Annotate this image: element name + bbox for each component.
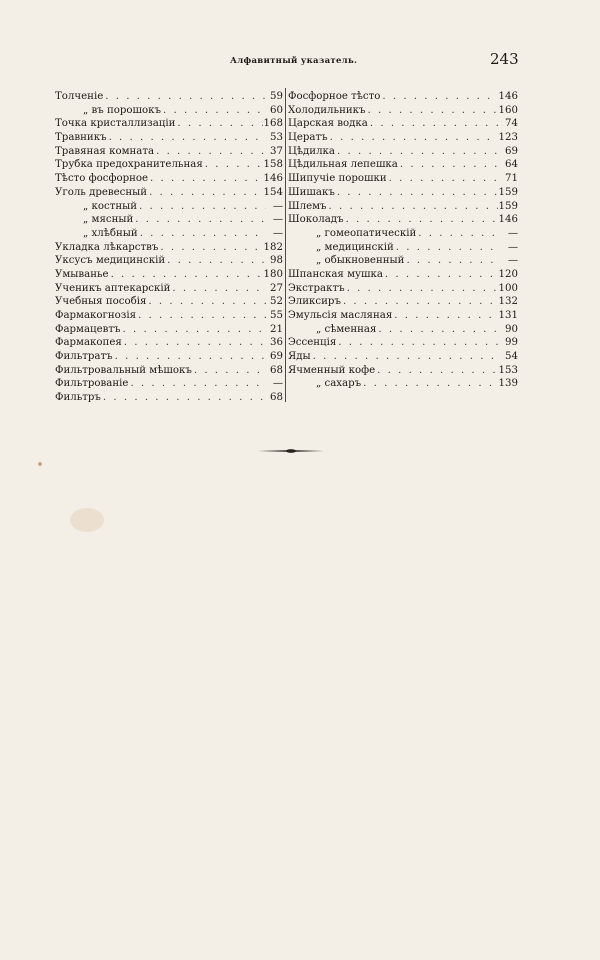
index-entry-label: „ гомеопатическій <box>316 227 417 239</box>
index-entry-label: Экстрактъ <box>288 282 345 294</box>
dot-leader <box>346 213 498 227</box>
index-entry-label: Точка кристаллизаціи <box>55 118 176 130</box>
index-entry-page: 69 <box>270 351 283 363</box>
index-column-left <box>55 90 283 405</box>
index-entry-label: „ костный <box>83 200 138 212</box>
index-entry-page: — <box>507 227 518 239</box>
index-entry <box>288 213 518 227</box>
dot-leader <box>194 364 266 378</box>
dot-leader <box>150 172 263 186</box>
index-entry <box>288 104 518 118</box>
index-entry-page: 55 <box>270 310 283 321</box>
dot-leader <box>103 391 266 405</box>
index-column-right <box>288 90 518 391</box>
index-entry-label: Тѣсто фосфорное <box>55 173 149 185</box>
index-entry-page: — <box>272 227 283 239</box>
index-entry-page: — <box>507 241 518 253</box>
dot-leader <box>138 309 266 323</box>
index-entry <box>288 254 518 268</box>
index-entry-label: Яды <box>288 351 311 363</box>
index-entry-label: Учебныя пособія <box>55 296 147 308</box>
index-entry-label: Цѣдильная лепешка <box>288 159 398 171</box>
index-entry-page: 146 <box>498 91 518 102</box>
index-entry-label: Трубка предохранительная <box>55 159 203 171</box>
index-entry-label: Укладка лѣкарствъ <box>55 241 159 253</box>
dot-leader <box>368 104 498 118</box>
dot-leader <box>394 309 497 323</box>
index-entry-page: 99 <box>505 337 518 349</box>
index-entry-label: Умыванье <box>55 268 109 280</box>
index-entry <box>55 227 283 241</box>
index-entry-page: 180 <box>263 268 283 280</box>
dot-leader <box>418 227 501 241</box>
dot-leader <box>396 241 501 255</box>
index-entry-label: Шлемъ <box>288 200 327 212</box>
dot-leader <box>338 336 501 350</box>
index-entry <box>288 323 518 337</box>
index-entry <box>55 377 283 391</box>
dot-leader <box>167 254 266 268</box>
ornament-divider <box>258 446 324 456</box>
index-entry-label: Травникъ <box>55 132 107 144</box>
index-entry-page: 37 <box>270 145 283 157</box>
index-entry-page: 36 <box>270 337 283 349</box>
index-entry <box>55 254 283 268</box>
index-entry <box>55 336 283 350</box>
dot-leader <box>389 172 501 186</box>
index-entry <box>55 364 283 378</box>
index-entry-page: 159 <box>498 200 518 212</box>
index-entry-page: 69 <box>505 145 518 157</box>
index-entry <box>55 158 283 172</box>
index-entry <box>288 350 518 364</box>
index-entry-page: 100 <box>498 282 518 294</box>
dot-leader <box>406 254 501 268</box>
index-entry <box>55 131 283 145</box>
index-entry-label: „ медицинскій <box>316 241 394 253</box>
index-entry-label: Эссенція <box>288 337 337 349</box>
index-entry <box>288 282 518 296</box>
index-entry <box>55 241 283 255</box>
index-entry <box>288 117 518 131</box>
dot-leader <box>370 117 501 131</box>
index-entry-label: Травяная комната <box>55 145 155 157</box>
index-entry-page: 52 <box>270 296 283 308</box>
index-entry-page: 146 <box>498 214 518 226</box>
index-entry-label: Цѣдилка <box>288 145 336 157</box>
index-entry <box>288 90 518 104</box>
index-entry-page: 68 <box>270 364 283 376</box>
index-entry <box>55 145 283 159</box>
index-entry-label: Шишакъ <box>288 186 335 198</box>
index-entry-label: Цератъ <box>288 132 328 144</box>
dot-leader <box>139 200 266 214</box>
dot-leader <box>109 131 266 145</box>
index-entry-page: 71 <box>505 173 518 185</box>
dot-leader <box>135 213 266 227</box>
index-entry-page: 90 <box>505 323 518 335</box>
index-entry-label: „ обыкновенный <box>316 255 405 267</box>
index-entry-label: Уголь древесный <box>55 186 148 198</box>
index-entry-page: 154 <box>263 186 283 198</box>
dot-leader <box>115 350 266 364</box>
index-entry-page: — <box>507 255 518 267</box>
dot-leader <box>124 336 266 350</box>
index-entry-label: Ячменный кофе <box>288 364 376 376</box>
index-entry <box>288 131 518 145</box>
index-entry <box>288 364 518 378</box>
index-entry-page: 53 <box>270 132 283 144</box>
index-entry <box>55 172 283 186</box>
index-entry <box>288 227 518 241</box>
dot-leader <box>172 282 266 296</box>
index-entry-page: 146 <box>263 173 283 185</box>
index-entry-label: Фармакогнозія <box>55 310 137 321</box>
index-entry-label: Уксусъ медицинскій <box>55 255 166 267</box>
dot-leader <box>400 158 501 172</box>
dot-leader <box>163 104 266 118</box>
index-entry <box>55 268 283 282</box>
dot-leader <box>160 241 262 255</box>
index-entry-label: Эмульсія масляная <box>288 310 393 321</box>
index-entry-page: — <box>272 200 283 212</box>
index-entry-page: 98 <box>270 255 283 267</box>
index-entry-page: 68 <box>270 392 283 404</box>
index-entry-label: Фильтровальный мѣшокъ <box>55 364 192 376</box>
index-entry-page: 60 <box>270 104 283 116</box>
index-entry-label: Толченіе <box>55 91 104 102</box>
index-entry-page: 159 <box>498 186 518 198</box>
index-entry <box>55 186 283 200</box>
dot-leader <box>148 295 266 309</box>
index-entry-page: 139 <box>498 378 518 390</box>
index-entry-label: Фармакопея <box>55 337 122 349</box>
index-entry <box>288 241 518 255</box>
index-entry-page: 74 <box>505 118 518 130</box>
dot-leader <box>111 268 263 282</box>
index-entry-label: Фосфорное тѣсто <box>288 91 381 102</box>
dot-leader <box>140 227 266 241</box>
dot-leader <box>347 282 498 296</box>
dot-leader <box>156 145 266 159</box>
index-entry-page: 132 <box>498 296 518 308</box>
index-entry <box>55 295 283 309</box>
index-entry-label: Фильтрованіе <box>55 378 129 390</box>
index-entry-page: 153 <box>498 364 518 376</box>
index-entry <box>288 268 518 282</box>
index-entry-label: Ученикъ аптекарскій <box>55 282 171 294</box>
dot-leader <box>382 90 497 104</box>
dot-leader <box>337 186 498 200</box>
index-entry-label: Шпанская мушка <box>288 268 383 280</box>
index-entry-page: 54 <box>505 351 518 363</box>
page-number: 243 <box>490 50 519 68</box>
index-entry <box>55 200 283 214</box>
index-entry-label: Шоколадъ <box>288 214 344 226</box>
index-entry-page: 182 <box>263 241 283 253</box>
index-entry <box>55 350 283 364</box>
index-entry-page: 59 <box>270 91 283 102</box>
index-entry-label: Эликсиръ <box>288 296 341 308</box>
dot-leader <box>337 145 501 159</box>
index-entry-page: 168 <box>263 118 283 130</box>
dot-leader <box>149 186 262 200</box>
index-entry-page: — <box>272 214 283 226</box>
dot-leader <box>313 350 501 364</box>
index-entry <box>288 186 518 200</box>
dot-leader <box>330 131 498 145</box>
running-header-title: Алфавитный указатель. <box>230 56 358 66</box>
index-entry-page: 131 <box>498 310 518 321</box>
index-entry <box>288 200 518 214</box>
index-entry-label: Шипучіе порошки <box>288 173 387 185</box>
index-entry-page: 160 <box>498 104 518 116</box>
index-entry <box>288 295 518 309</box>
index-entry-page: — <box>272 378 283 390</box>
index-entry-page: 21 <box>270 323 283 335</box>
index-entry <box>288 309 518 323</box>
index-entry <box>55 282 283 296</box>
index-entry-label: „ сахаръ <box>316 378 362 390</box>
dot-leader <box>363 377 497 391</box>
index-entry-page: 64 <box>505 159 518 171</box>
index-entry-label: Царская водка <box>288 118 368 130</box>
index-entry <box>55 104 283 118</box>
index-entry <box>288 377 518 391</box>
index-entry-label: Холодильникъ <box>288 104 366 116</box>
dot-leader <box>122 323 266 337</box>
dot-leader <box>385 268 498 282</box>
index-entry-label: „ хлѣбный <box>83 227 138 239</box>
index-entry <box>55 213 283 227</box>
index-entry <box>55 323 283 337</box>
column-divider <box>285 88 286 402</box>
paper-stain <box>70 508 104 532</box>
index-entry <box>55 391 283 405</box>
index-entry-label: Фильтръ <box>55 392 101 404</box>
index-entry <box>288 172 518 186</box>
index-entry <box>55 309 283 323</box>
index-entry <box>288 158 518 172</box>
index-entry-page: 123 <box>498 132 518 144</box>
index-entry-label: Фильтратъ <box>55 351 113 363</box>
index-entry-label: Фармацевтъ <box>55 323 121 335</box>
index-entry-label: „ въ порошокъ <box>83 104 162 116</box>
index-entry-label: „ мясный <box>83 214 134 226</box>
dot-leader <box>343 295 498 309</box>
dot-leader <box>205 158 263 172</box>
dot-leader <box>377 364 497 378</box>
dot-leader <box>378 323 501 337</box>
dot-leader <box>177 117 262 131</box>
index-entry-label: „ сѣменная <box>316 323 377 335</box>
dot-leader <box>130 377 266 391</box>
dot-leader <box>105 90 266 104</box>
index-entry-page: 158 <box>263 159 283 171</box>
index-entry-page: 120 <box>498 268 518 280</box>
paper-stain <box>38 462 42 466</box>
index-entry <box>288 145 518 159</box>
index-entry <box>288 336 518 350</box>
index-entry <box>55 90 283 104</box>
dot-leader <box>329 200 498 214</box>
index-entry-page: 27 <box>270 282 283 294</box>
index-entry <box>55 117 283 131</box>
